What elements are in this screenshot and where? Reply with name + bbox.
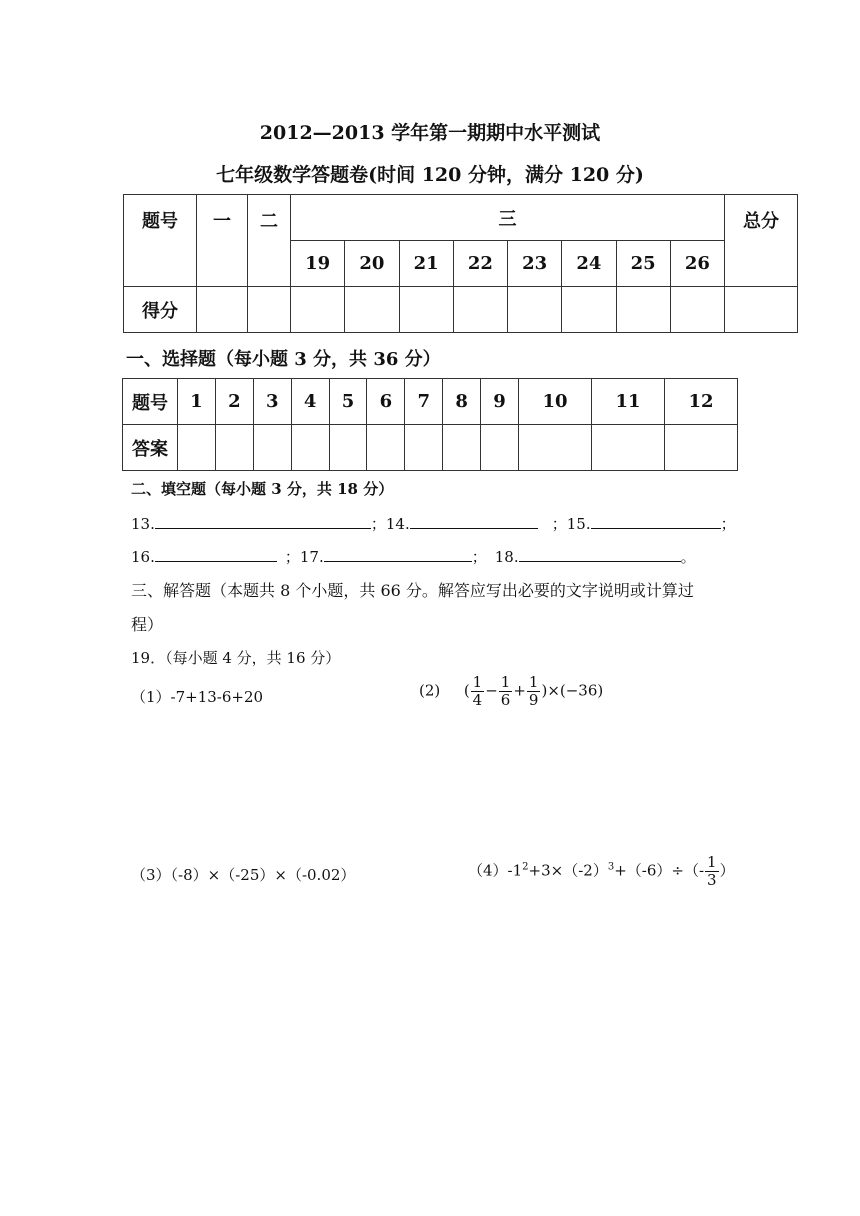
separator: ； <box>284 548 300 566</box>
score-cell[interactable] <box>197 287 248 333</box>
answer-cell[interactable] <box>291 425 329 471</box>
q16-label: 16. <box>131 548 155 566</box>
score-cell[interactable] <box>725 287 798 333</box>
score-col-3: 三 <box>291 195 725 241</box>
answer-col-label: 题号 <box>123 379 178 425</box>
score-cell[interactable] <box>508 287 562 333</box>
q14-blank[interactable] <box>410 512 538 529</box>
plus-sign: + <box>513 681 526 700</box>
fraction <box>471 674 485 709</box>
answer-table <box>122 378 738 471</box>
answer-cell[interactable] <box>664 425 737 471</box>
answer-num: 4 <box>291 379 329 425</box>
answer-cell[interactable] <box>519 425 592 471</box>
answer-cell[interactable] <box>215 425 253 471</box>
section3-heading-line1: 三、解答题（本题共 8 个小题，共 66 分。解答应写出必要的文字说明或计算过 <box>131 581 694 600</box>
fraction <box>705 854 719 889</box>
score-cell[interactable] <box>616 287 670 333</box>
score-sub-col: 21 <box>399 241 453 287</box>
q15-blank[interactable] <box>591 512 721 529</box>
answer-cell[interactable] <box>405 425 443 471</box>
answer-num: 5 <box>329 379 367 425</box>
q13-blank[interactable] <box>155 512 371 529</box>
expr-part: +3×（-2） <box>528 861 608 880</box>
answer-num: 11 <box>592 379 665 425</box>
answer-cell[interactable] <box>329 425 367 471</box>
q15-label: 15. <box>566 515 591 533</box>
end-mark: 。 <box>680 548 696 566</box>
score-row-label: 得分 <box>124 287 197 333</box>
score-cell[interactable] <box>399 287 453 333</box>
expr-part: +（-6）÷（- <box>614 861 705 880</box>
separator: ； <box>720 515 736 533</box>
score-sub-col: 25 <box>616 241 670 287</box>
denominator: 3 <box>707 871 717 889</box>
answer-cell[interactable] <box>253 425 291 471</box>
q13-label: 13. <box>131 515 155 533</box>
score-sub-col: 22 <box>453 241 507 287</box>
q19-part1: （1）-7+13-6+20 <box>131 688 264 706</box>
denominator: 6 <box>500 691 511 709</box>
exponent: 2 <box>522 861 529 873</box>
numerator: 1 <box>472 673 483 691</box>
score-cell[interactable] <box>345 287 399 333</box>
score-cell[interactable] <box>248 287 291 333</box>
q19-label: 19．（每小题 4 分，共 16 分） <box>131 649 341 667</box>
answer-num: 12 <box>664 379 737 425</box>
answer-cell[interactable] <box>481 425 519 471</box>
fraction <box>499 674 513 709</box>
score-col-label: 题号 <box>124 195 197 287</box>
section2-heading: 二、填空题（每小题 3 分，共 18 分） <box>131 480 394 498</box>
answer-num: 6 <box>367 379 405 425</box>
q19-part3: （3）（-8）×（-25）×（-0.02） <box>131 866 356 884</box>
answer-cell[interactable] <box>443 425 481 471</box>
score-sub-col: 23 <box>508 241 562 287</box>
answer-num: 8 <box>443 379 481 425</box>
fill-line-1 <box>131 512 736 534</box>
exponent: 3 <box>607 861 615 873</box>
q18-blank[interactable] <box>519 545 681 562</box>
answer-num: 9 <box>481 379 519 425</box>
numerator: 1 <box>707 853 717 871</box>
answer-num: 3 <box>253 379 291 425</box>
score-total: 总分 <box>725 195 798 287</box>
fraction <box>527 674 541 709</box>
answer-row-label: 答案 <box>123 425 178 471</box>
page-title: 2012—2013 学年第一期期中水平测试 <box>259 122 601 144</box>
score-col-1: 一 <box>197 195 248 287</box>
separator: ； <box>370 515 386 533</box>
denominator: 9 <box>528 691 539 709</box>
separator: ； <box>551 515 567 533</box>
score-sub-col: 24 <box>562 241 616 287</box>
separator: ； <box>471 548 487 566</box>
section1-heading: 一、选择题（每小题 3 分，共 36 分） <box>126 349 441 370</box>
q16-blank[interactable] <box>155 545 277 562</box>
page-subtitle: 七年级数学答题卷(时间 120 分钟，满分 120 分) <box>216 164 644 186</box>
score-cell[interactable] <box>670 287 724 333</box>
score-sub-col: 19 <box>291 241 345 287</box>
paren-open: ( <box>463 681 470 700</box>
answer-cell[interactable] <box>592 425 665 471</box>
q19-part4 <box>468 854 735 889</box>
answer-num: 2 <box>215 379 253 425</box>
score-sub-col: 20 <box>345 241 399 287</box>
section3-heading-line2: 程） <box>131 615 164 634</box>
answer-cell[interactable] <box>178 425 216 471</box>
expression-tail: )×(−36) <box>541 681 604 700</box>
answer-num: 1 <box>178 379 216 425</box>
denominator: 4 <box>472 691 483 709</box>
score-table <box>123 194 798 333</box>
q18-label: 18. <box>494 548 519 566</box>
expr-part: ） <box>719 861 735 880</box>
answer-num: 7 <box>405 379 443 425</box>
numerator: 1 <box>528 673 539 691</box>
answer-num: 10 <box>519 379 592 425</box>
answer-cell[interactable] <box>367 425 405 471</box>
numerator: 1 <box>500 673 511 691</box>
score-cell[interactable] <box>291 287 345 333</box>
score-sub-col: 26 <box>670 241 724 287</box>
q17-label: 17. <box>299 548 324 566</box>
fill-line-2 <box>131 545 696 567</box>
q19-part2 <box>419 674 603 709</box>
q14-label: 14. <box>385 515 410 533</box>
q17-blank[interactable] <box>324 545 472 562</box>
expr-part: （4）-1 <box>468 861 523 880</box>
score-cell[interactable] <box>453 287 507 333</box>
score-cell[interactable] <box>562 287 616 333</box>
score-col-2: 二 <box>248 195 291 287</box>
minus-sign: − <box>485 681 498 700</box>
q19-part2-label: (2) <box>419 681 441 700</box>
